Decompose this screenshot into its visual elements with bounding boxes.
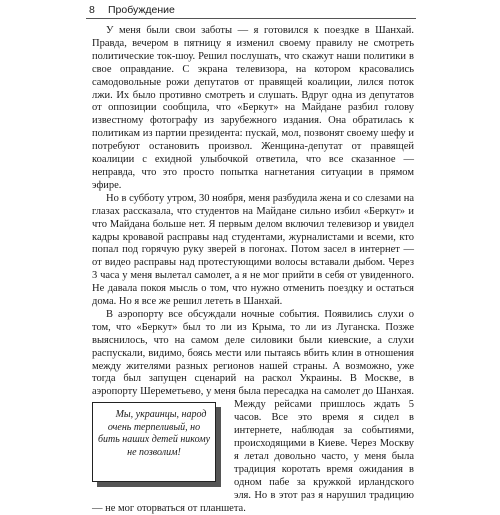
chapter-title: Пробуждение (108, 4, 175, 16)
pull-quote-container (92, 402, 228, 502)
paragraph-2: Но в субботу утром, 30 ноября, меня разбудила жена и со слезами на глазах рассказала, что студентов на Майдане сильно избил «Беркут» и что Майдана больше нет. Я первым делом включил телевизор и увидел кадры кровавой расправы над студентами, журналистами и всеми, кто попал под горячую руку зверей в погонах. Потом засел в интернет — от видео расправы над протестующими волосы вставали дыбом. Через 3 часа у меня вылетал самолет, а я не мог прийти в себя от увиденного. Не давала покоя мысль о том, что нужно отменить поездку и остаться дома. Но я все же решил лететь в Шанхай. (92, 192, 414, 308)
paragraph-3-part-2: на самолет до Шанхая. Между рейсами пришлось ждать 5 часов. Все это время я сидел в интернете, наблюдая за событиями, происходящими в Киеве. Через Москву я летал довольно часто, у меня была традиция коротать время ожидания в одном пабе за кружкой ирландского эля. Но в этот раз я нарушил традицию — не мог оторваться от планшета. (92, 386, 414, 514)
page-body (92, 25, 414, 515)
paragraph-3-part-1: В аэропорту все обсуждали ночные события. Появились слухи о том, что «Беркут» был то ли из Крыма, то ли из Луганска. Позже выяснилось, что на самом деле силовики были киевские, а слухи распускали, видимо, боясь мести или пытаясь вбить клин в отношения между жителями разных регионов нашей страны. А возможно, уже тогда был запущен сценарий на раскол Украины. В Москве, в аэропорту Шереметьево, у меня была пересадка (92, 308, 414, 398)
pull-quote: Мы, украинцы, народ очень терпеливый, но бить наших детей никому не позволим! (92, 402, 216, 482)
paragraph-3-block (92, 309, 414, 515)
running-header (86, 2, 416, 19)
paragraph-3 (92, 309, 414, 515)
book-page (86, 0, 416, 514)
paragraph-1: У меня были свои заботы — я готовился к поездке в Шанхай. Правда, вечером в пятницу я изменил своему правилу не смотреть политические ток-шоу. Решил послушать, что скажут наши политики в свое оправдание. С экрана телевизора, на котором красовались самодовольные рожи депутатов от правящей коалиции, лился поток лжи. Их было противно смотреть и слушать. Вдруг одна из депутатов от оппозиции сообщила, что «Беркут» на Майдане разбил голову известному фотографу из зарубежного издания. Она обратилась к политикам из партии президента: пускай, мол, позвонят своему шефу и потребуют остановить произвол. Женщина-депутат от правящей коалиции с ехидной улыбочкой ответила, что все сказанное — неправда, что это просто попытка нагнетания ситуации в прямом эфире. (92, 25, 414, 191)
page-number: 8 (89, 4, 95, 16)
